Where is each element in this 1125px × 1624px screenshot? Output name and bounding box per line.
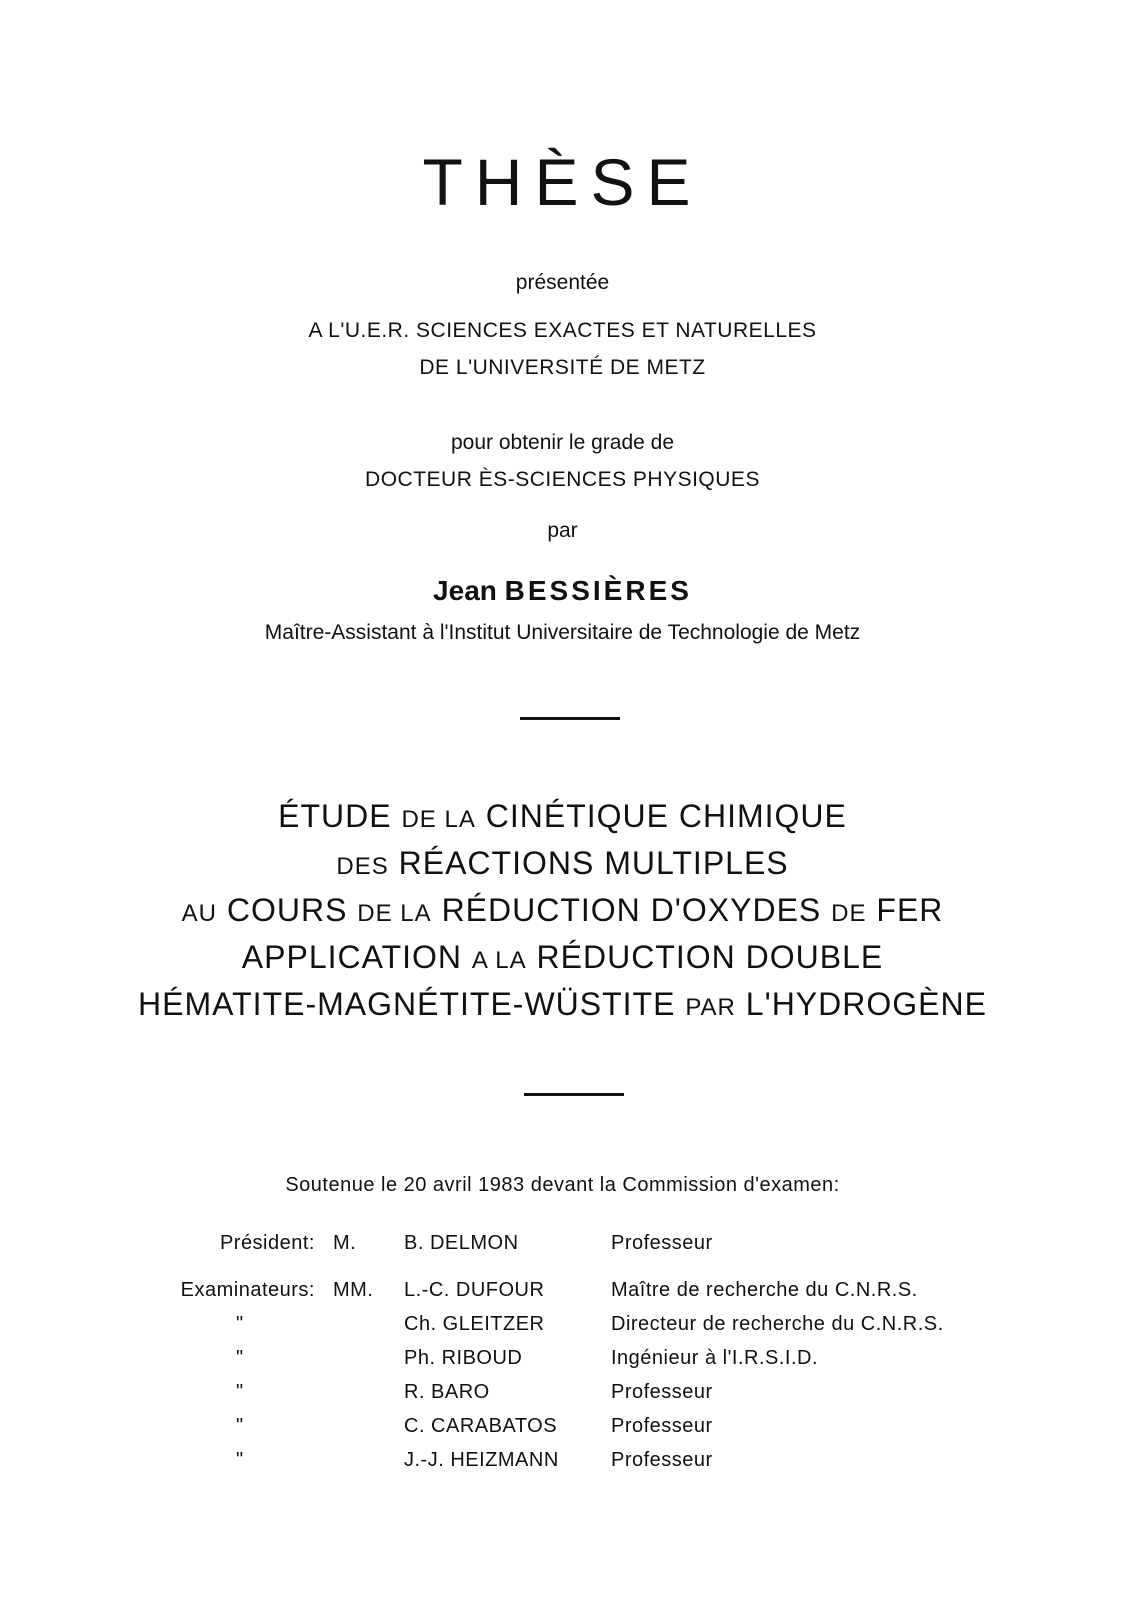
thesis-title-line-3	[0, 890, 1125, 934]
thesis-title-word: COURS	[226, 892, 348, 928]
separator-rule-bottom	[524, 1093, 624, 1096]
thesis-title-word: RÉACTIONS MULTIPLES	[398, 845, 789, 881]
thesis-title-word: ÉTUDE	[278, 798, 392, 834]
jury-row-examiner	[0, 1277, 1125, 1307]
thesis-title-word: RÉDUCTION DOUBLE	[536, 939, 884, 975]
thesis-title-word: APPLICATION	[241, 939, 463, 975]
institution-line-2: DE L'UNIVERSITÉ DE METZ	[419, 356, 706, 379]
thesis-title-smallcaps: A LA	[471, 947, 527, 974]
thesis-title-smallcaps: DE LA	[357, 900, 432, 927]
jury-member-position: Professeur	[611, 1232, 713, 1254]
jury-member-position: Ingénieur à l'I.R.S.I.D.	[611, 1347, 819, 1369]
thesis-title-word: RÉDUCTION	[441, 892, 641, 928]
ditto-mark: "	[236, 1347, 244, 1369]
thesis-title-line-4	[0, 937, 1125, 981]
author-position: Maître-Assistant à l'Institut Universitaire de Technologie de Metz	[264, 621, 861, 644]
defense-statement: Soutenue le 20 avril 1983 devant la Commission d'examen:	[285, 1174, 840, 1196]
jury-member-position: Maître de recherche du C.N.R.S.	[611, 1279, 918, 1301]
thesis-title-smallcaps: DE LA	[401, 806, 476, 833]
thesis-title-smallcaps: DE	[831, 900, 867, 927]
institution-line-1: A L'U.E.R. SCIENCES EXACTES ET NATURELLES	[308, 319, 817, 342]
degree-name: DOCTEUR ÈS-SCIENCES PHYSIQUES	[365, 468, 760, 491]
thesis-title-word: FER	[876, 892, 944, 928]
jury-honorific: M.	[333, 1232, 357, 1254]
jury-role-examiners: Examinateurs:	[180, 1279, 315, 1301]
document-type-heading: THÈSE	[422, 145, 703, 219]
jury-row-examiner	[0, 1345, 1125, 1375]
author-first-name: Jean	[433, 575, 497, 606]
jury-row-examiner	[0, 1311, 1125, 1341]
thesis-title-smallcaps: PAR	[685, 994, 736, 1021]
thesis-title-smallcaps: AU	[181, 900, 217, 927]
jury-member-name: Ph. RIBOUD	[404, 1347, 523, 1369]
thesis-title-word: CINÉTIQUE CHIMIQUE	[485, 798, 847, 834]
jury-member-position: Professeur	[611, 1449, 713, 1471]
jury-member-name: R. BARO	[404, 1381, 490, 1403]
degree-intro: pour obtenir le grade de	[451, 431, 674, 454]
separator-rule-top	[520, 717, 620, 720]
jury-member-position: Professeur	[611, 1415, 713, 1437]
jury-role-president: Président:	[219, 1232, 315, 1254]
presented-label: présentée	[515, 271, 610, 294]
jury-member-name: L.-C. DUFOUR	[404, 1279, 545, 1301]
jury-member-name: C. CARABATOS	[404, 1415, 558, 1437]
ditto-mark: "	[236, 1415, 244, 1437]
jury-row-examiner	[0, 1413, 1125, 1443]
ditto-mark: "	[236, 1313, 244, 1335]
thesis-title-line-5	[0, 984, 1125, 1028]
jury-row-examiner	[0, 1379, 1125, 1409]
thesis-title-smallcaps: DES	[336, 853, 389, 880]
jury-member-name: J.-J. HEIZMANN	[404, 1449, 559, 1471]
jury-member-name: B. DELMON	[404, 1232, 519, 1254]
by-label: par	[547, 519, 578, 542]
author-last-name: BESSIÈRES	[504, 575, 692, 606]
ditto-mark: "	[236, 1449, 244, 1471]
thesis-title-word: L'HYDROGÈNE	[745, 986, 987, 1022]
thesis-title-word: HÉMATITE-MAGNÉTITE-WÜSTITE	[138, 986, 676, 1022]
jury-member-name: Ch. GLEITZER	[404, 1313, 545, 1335]
jury-row-examiner	[0, 1447, 1125, 1477]
jury-row-president	[0, 1230, 1125, 1260]
jury-honorific: MM.	[333, 1279, 374, 1301]
thesis-title-line-2	[0, 843, 1125, 887]
author-name	[0, 574, 1125, 608]
jury-member-position: Professeur	[611, 1381, 713, 1403]
thesis-title-line-1	[0, 796, 1125, 840]
thesis-title-word: D'OXYDES	[650, 892, 822, 928]
ditto-mark: "	[236, 1381, 244, 1403]
jury-member-position: Directeur de recherche du C.N.R.S.	[611, 1313, 944, 1335]
